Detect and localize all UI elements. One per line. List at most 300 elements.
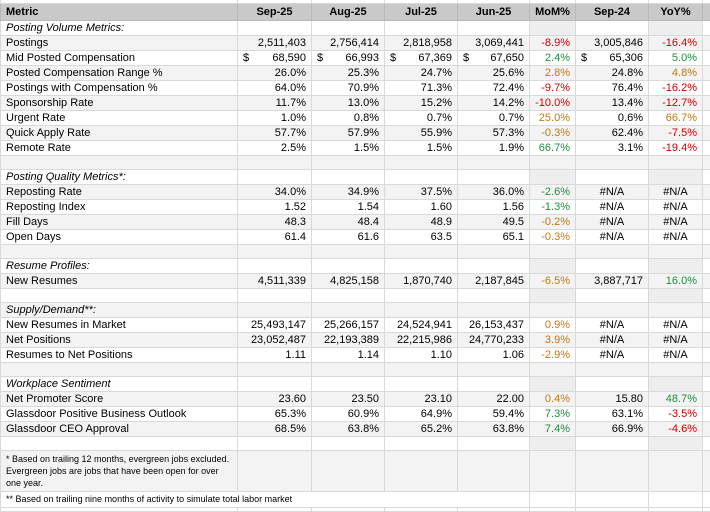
aug25-cell[interactable]: 13.0%	[312, 95, 385, 110]
sep25-cell[interactable]	[238, 258, 312, 273]
aug25-cell[interactable]: 1.14	[312, 347, 385, 362]
yoy-cell[interactable]	[649, 258, 703, 273]
jun25-cell[interactable]	[458, 169, 530, 184]
edge-cell	[703, 50, 710, 65]
aug25-cell[interactable]: 60.9%	[312, 406, 385, 421]
jun25-cell[interactable]: 14.2%	[458, 95, 530, 110]
mom-cell[interactable]: -0.2%	[530, 214, 576, 229]
jun25-cell[interactable]: 63.8%	[458, 421, 530, 436]
jul25-cell[interactable]	[385, 288, 458, 302]
jun25-cell[interactable]	[458, 258, 530, 273]
sep25-cell[interactable]: 23.60	[238, 391, 312, 406]
mom-cell[interactable]: -1.3%	[530, 199, 576, 214]
jun25-cell[interactable]	[458, 302, 530, 317]
aug25-cell[interactable]: 25.3%	[312, 65, 385, 80]
jul25-cell[interactable]: 64.9%	[385, 406, 458, 421]
table-row	[1, 110, 710, 125]
aug25-cell[interactable]	[312, 169, 385, 184]
jun25-cell[interactable]	[458, 155, 530, 169]
metric-cell[interactable]: Sponsorship Rate	[1, 95, 238, 110]
blank-row	[1, 244, 710, 258]
jul25-cell[interactable]	[385, 436, 458, 450]
sep24-cell[interactable]: #N/A	[576, 317, 649, 332]
jul25-cell[interactable]	[385, 169, 458, 184]
section-row	[1, 302, 710, 317]
sep24-cell[interactable]	[576, 50, 649, 65]
jun25-cell[interactable]: 2,187,845	[458, 273, 530, 288]
metric-cell[interactable]	[1, 362, 238, 376]
sep25-cell[interactable]	[238, 436, 312, 450]
sep24-cell[interactable]: 76.4%	[576, 80, 649, 95]
jul25-cell[interactable]	[385, 155, 458, 169]
jun25-cell[interactable]: 26,153,437	[458, 317, 530, 332]
mom-cell[interactable]: -8.9%	[530, 35, 576, 50]
sep24-cell[interactable]	[576, 244, 649, 258]
jul25-cell[interactable]: 63.5	[385, 229, 458, 244]
sep24-cell	[576, 450, 649, 491]
jul25-cell[interactable]: 1.5%	[385, 140, 458, 155]
jun25-cell[interactable]: 49.5	[458, 214, 530, 229]
sep24-cell[interactable]: #N/A	[576, 184, 649, 199]
aug25-cell[interactable]: 0.8%	[312, 110, 385, 125]
column-header-sep25[interactable]: Sep-25	[238, 3, 312, 20]
mom-cell[interactable]: -10.0%	[530, 95, 576, 110]
footnote-text[interactable]: ** Based on trailing nine months of activity to simulate total labor market	[1, 491, 530, 507]
mom-cell[interactable]	[530, 169, 576, 184]
jun25-cell[interactable]: 59.4%	[458, 406, 530, 421]
sep24-cell[interactable]: 3,005,846	[576, 35, 649, 50]
yoy-cell[interactable]	[649, 155, 703, 169]
metric-cell[interactable]: Open Days	[1, 229, 238, 244]
jul25-cell[interactable]: 71.3%	[385, 80, 458, 95]
sep25-cell[interactable]	[238, 50, 312, 65]
sep24-cell[interactable]: 63.1%	[576, 406, 649, 421]
column-header-jul25[interactable]: Jul-25	[385, 3, 458, 20]
aug25-cell[interactable]: 23.50	[312, 391, 385, 406]
jun25-cell[interactable]	[458, 436, 530, 450]
jul25-cell[interactable]: 24.7%	[385, 65, 458, 80]
sep25-cell[interactable]	[238, 288, 312, 302]
yoy-cell[interactable]: -16.4%	[649, 35, 703, 50]
bottom-partial-row	[1, 507, 710, 511]
jul25-cell[interactable]: 55.9%	[385, 125, 458, 140]
sep25-cell[interactable]: 65.3%	[238, 406, 312, 421]
aug25-cell[interactable]: 1.5%	[312, 140, 385, 155]
aug25-cell[interactable]: 22,193,389	[312, 332, 385, 347]
jun25-cell[interactable]: 57.3%	[458, 125, 530, 140]
metric-cell[interactable]: Fill Days	[1, 214, 238, 229]
mom-cell[interactable]	[530, 288, 576, 302]
metric-cell[interactable]: Glassdoor Positive Business Outlook	[1, 406, 238, 421]
jul25-cell[interactable]: 37.5%	[385, 184, 458, 199]
edge-cell	[703, 491, 710, 507]
sep25-cell[interactable]	[238, 376, 312, 391]
sep25-cell[interactable]: 23,052,487	[238, 332, 312, 347]
metric-cell[interactable]	[1, 436, 238, 450]
sep24-cell[interactable]: #N/A	[576, 332, 649, 347]
aug25-cell[interactable]	[312, 302, 385, 317]
metric-cell[interactable]: New Resumes in Market	[1, 317, 238, 332]
sep25-cell[interactable]	[238, 20, 312, 35]
blank-row	[1, 155, 710, 169]
mom-cell[interactable]: -2.6%	[530, 184, 576, 199]
aug25-cell[interactable]	[312, 258, 385, 273]
aug25-cell[interactable]	[312, 376, 385, 391]
metric-cell[interactable]: Reposting Rate	[1, 184, 238, 199]
column-header-yoy[interactable]: YoY%	[649, 3, 703, 20]
mom-cell[interactable]	[530, 436, 576, 450]
sep24-cell[interactable]	[576, 20, 649, 35]
yoy-cell[interactable]: 5.0%	[649, 50, 703, 65]
mom-cell[interactable]	[530, 244, 576, 258]
jun25-cell[interactable]	[458, 362, 530, 376]
yoy-cell[interactable]	[649, 302, 703, 317]
table-row	[1, 317, 710, 332]
edge-cell	[703, 125, 710, 140]
jun25-cell[interactable]	[458, 50, 530, 65]
sep24-cell[interactable]: 66.9%	[576, 421, 649, 436]
sep25-cell[interactable]: 26.0%	[238, 65, 312, 80]
grid-strip-cell	[649, 507, 703, 511]
sep25-cell[interactable]: 4,511,339	[238, 273, 312, 288]
mom-cell[interactable]: 3.9%	[530, 332, 576, 347]
mom-cell[interactable]: 66.7%	[530, 140, 576, 155]
edge-cell	[703, 95, 710, 110]
aug25-cell[interactable]: 63.8%	[312, 421, 385, 436]
yoy-cell[interactable]: 16.0%	[649, 273, 703, 288]
mom-cell[interactable]: 7.4%	[530, 421, 576, 436]
aug25-cell[interactable]: 25,266,157	[312, 317, 385, 332]
jul25-cell[interactable]: 24,524,941	[385, 317, 458, 332]
mom-cell[interactable]	[530, 258, 576, 273]
mom-cell[interactable]: -0.3%	[530, 125, 576, 140]
aug25-cell[interactable]	[312, 50, 385, 65]
jun25-cell[interactable]	[458, 288, 530, 302]
section-row	[1, 20, 710, 35]
yoy-cell[interactable]	[649, 376, 703, 391]
sep24-cell[interactable]	[576, 362, 649, 376]
aug25-cell[interactable]: 4,825,158	[312, 273, 385, 288]
sep24-cell[interactable]: #N/A	[576, 229, 649, 244]
table-row	[1, 184, 710, 199]
metric-cell[interactable]: Posting Quality Metrics*:	[1, 169, 238, 184]
jul25-cell[interactable]: 1.60	[385, 199, 458, 214]
column-header-sep24[interactable]: Sep-24	[576, 3, 649, 20]
jul25-cell[interactable]: 48.9	[385, 214, 458, 229]
yoy-cell[interactable]: #N/A	[649, 214, 703, 229]
yoy-cell	[649, 491, 703, 507]
jun25-cell[interactable]: 65.1	[458, 229, 530, 244]
aug25-cell[interactable]: 48.4	[312, 214, 385, 229]
metric-cell[interactable]: New Resumes	[1, 273, 238, 288]
metric-cell[interactable]: Resumes to Net Positions	[1, 347, 238, 362]
mom-cell[interactable]	[530, 302, 576, 317]
metric-cell[interactable]: Posting Volume Metrics:	[1, 20, 238, 35]
sep25-cell[interactable]: 2,511,403	[238, 35, 312, 50]
sep25-cell[interactable]	[238, 244, 312, 258]
mom-cell[interactable]: 2.4%	[530, 50, 576, 65]
sep25-cell[interactable]: 25,493,147	[238, 317, 312, 332]
grid-strip-cell	[703, 507, 710, 511]
aug25-cell[interactable]: 1.54	[312, 199, 385, 214]
jun25-cell[interactable]: 0.7%	[458, 110, 530, 125]
metric-cell[interactable]	[1, 288, 238, 302]
cell-value: 65,306	[609, 51, 643, 65]
cell-value: 68,590	[272, 51, 306, 65]
aug25-cell[interactable]: 57.9%	[312, 125, 385, 140]
currency-symbol: $	[317, 51, 323, 65]
sep24-cell[interactable]: 3.1%	[576, 140, 649, 155]
metric-cell[interactable]: Reposting Index	[1, 199, 238, 214]
table-row	[1, 140, 710, 155]
table-row	[1, 35, 710, 50]
sep24-cell[interactable]: 13.4%	[576, 95, 649, 110]
footnote-row	[1, 491, 710, 507]
edge-cell	[703, 362, 710, 376]
jul25-cell[interactable]: 22,215,986	[385, 332, 458, 347]
sep25-cell[interactable]	[238, 155, 312, 169]
mom-cell[interactable]: 7.3%	[530, 406, 576, 421]
sep24-cell[interactable]: #N/A	[576, 214, 649, 229]
edge-cell	[703, 391, 710, 406]
jun25-cell[interactable]: 1.06	[458, 347, 530, 362]
jul25-cell[interactable]: 2,818,958	[385, 35, 458, 50]
mom-cell[interactable]: -2.9%	[530, 347, 576, 362]
mom-cell	[530, 491, 576, 507]
sep24-cell[interactable]	[576, 288, 649, 302]
yoy-cell[interactable]: -16.2%	[649, 80, 703, 95]
column-header-edge	[703, 3, 710, 20]
sep24-cell[interactable]	[576, 258, 649, 273]
edge-cell	[703, 155, 710, 169]
mom-cell[interactable]: -0.3%	[530, 229, 576, 244]
blank-row	[1, 362, 710, 376]
aug25-cell[interactable]	[312, 244, 385, 258]
table-row	[1, 80, 710, 95]
metric-cell[interactable]	[1, 244, 238, 258]
mom-cell[interactable]: 2.8%	[530, 65, 576, 80]
yoy-cell[interactable]: -12.7%	[649, 95, 703, 110]
jun25-cell[interactable]: 3,069,441	[458, 35, 530, 50]
sep25-cell[interactable]: 1.11	[238, 347, 312, 362]
yoy-cell[interactable]: -4.6%	[649, 421, 703, 436]
grid-strip-cell	[576, 507, 649, 511]
aug25-cell[interactable]: 34.9%	[312, 184, 385, 199]
table-row	[1, 273, 710, 288]
aug25-cell[interactable]	[312, 362, 385, 376]
table-row	[1, 332, 710, 347]
cell-value: 67,369	[418, 51, 452, 65]
mom-cell[interactable]	[530, 155, 576, 169]
column-header-jun25[interactable]: Jun-25	[458, 3, 530, 20]
jun25-cell[interactable]	[458, 376, 530, 391]
jul25-cell[interactable]: 15.2%	[385, 95, 458, 110]
header-row	[1, 3, 710, 20]
sep25-cell[interactable]: 11.7%	[238, 95, 312, 110]
aug25-cell[interactable]: 61.6	[312, 229, 385, 244]
yoy-cell[interactable]: -3.5%	[649, 406, 703, 421]
sep24-cell[interactable]	[576, 169, 649, 184]
metric-cell[interactable]: Postings with Compensation %	[1, 80, 238, 95]
jul25-cell[interactable]	[385, 258, 458, 273]
yoy-cell[interactable]	[649, 288, 703, 302]
jun25-cell[interactable]: 1.56	[458, 199, 530, 214]
sep25-cell[interactable]: 1.52	[238, 199, 312, 214]
yoy-cell[interactable]: #N/A	[649, 332, 703, 347]
sep24-cell[interactable]: 15.80	[576, 391, 649, 406]
sep25-cell[interactable]: 57.7%	[238, 125, 312, 140]
mom-cell[interactable]: 0.4%	[530, 391, 576, 406]
jun25-cell[interactable]: 72.4%	[458, 80, 530, 95]
edge-cell	[703, 244, 710, 258]
edge-cell	[703, 214, 710, 229]
yoy-cell[interactable]	[649, 244, 703, 258]
mom-cell[interactable]	[530, 362, 576, 376]
edge-cell	[703, 376, 710, 391]
aug25-cell[interactable]: 70.9%	[312, 80, 385, 95]
sep24-cell[interactable]: #N/A	[576, 347, 649, 362]
jul25-cell[interactable]: 1.10	[385, 347, 458, 362]
yoy-cell[interactable]: -7.5%	[649, 125, 703, 140]
yoy-cell[interactable]: #N/A	[649, 317, 703, 332]
jul25-cell[interactable]	[385, 50, 458, 65]
edge-cell	[703, 169, 710, 184]
sep25-cell[interactable]: 1.0%	[238, 110, 312, 125]
column-header-metric[interactable]: Metric	[1, 3, 238, 20]
grid-strip-cell	[458, 507, 530, 511]
sep24-cell[interactable]: 3,887,717	[576, 273, 649, 288]
metric-cell[interactable]: Net Promoter Score	[1, 391, 238, 406]
yoy-cell[interactable]: 4.8%	[649, 65, 703, 80]
metric-cell[interactable]	[1, 155, 238, 169]
edge-cell	[703, 258, 710, 273]
metric-cell[interactable]: Glassdoor CEO Approval	[1, 421, 238, 436]
column-header-mom[interactable]: MoM%	[530, 3, 576, 20]
metric-cell[interactable]: Remote Rate	[1, 140, 238, 155]
grid-strip-cell	[1, 507, 238, 511]
sep25-cell[interactable]: 61.4	[238, 229, 312, 244]
sep24-cell[interactable]: #N/A	[576, 199, 649, 214]
sep24-cell[interactable]: 24.8%	[576, 65, 649, 80]
jul25-cell[interactable]: 0.7%	[385, 110, 458, 125]
mom-cell[interactable]: 25.0%	[530, 110, 576, 125]
edge-cell	[703, 406, 710, 421]
sep25-cell[interactable]	[238, 169, 312, 184]
section-row	[1, 376, 710, 391]
yoy-cell[interactable]: #N/A	[649, 229, 703, 244]
metric-cell[interactable]: Urgent Rate	[1, 110, 238, 125]
metric-cell[interactable]: Net Positions	[1, 332, 238, 347]
aug25-cell	[312, 450, 385, 491]
sep25-cell[interactable]: 64.0%	[238, 80, 312, 95]
blank-row	[1, 436, 710, 450]
table-row	[1, 65, 710, 80]
jun25-cell[interactable]: 24,770,233	[458, 332, 530, 347]
currency-symbol: $	[581, 51, 587, 65]
mom-cell[interactable]: -6.5%	[530, 273, 576, 288]
yoy-cell[interactable]: 48.7%	[649, 391, 703, 406]
metric-cell[interactable]: Quick Apply Rate	[1, 125, 238, 140]
jun25-cell[interactable]: 25.6%	[458, 65, 530, 80]
sep24-cell[interactable]: 0.6%	[576, 110, 649, 125]
jul25-cell[interactable]	[385, 302, 458, 317]
aug25-cell[interactable]	[312, 155, 385, 169]
jul25-cell[interactable]	[385, 362, 458, 376]
metric-cell[interactable]: Postings	[1, 35, 238, 50]
jun25-cell[interactable]: 1.9%	[458, 140, 530, 155]
table-row	[1, 391, 710, 406]
aug25-cell[interactable]	[312, 288, 385, 302]
metric-cell[interactable]: Posted Compensation Range %	[1, 65, 238, 80]
mom-cell[interactable]	[530, 376, 576, 391]
mom-cell[interactable]	[530, 20, 576, 35]
yoy-cell[interactable]	[649, 436, 703, 450]
mom-cell[interactable]: 0.9%	[530, 317, 576, 332]
sep24-cell[interactable]	[576, 376, 649, 391]
metric-cell[interactable]: Resume Profiles:	[1, 258, 238, 273]
yoy-cell[interactable]: #N/A	[649, 184, 703, 199]
sep25-cell[interactable]: 68.5%	[238, 421, 312, 436]
sep25-cell[interactable]: 48.3	[238, 214, 312, 229]
edge-cell	[703, 288, 710, 302]
yoy-cell[interactable]: 66.7%	[649, 110, 703, 125]
mom-cell	[530, 450, 576, 491]
jul25-cell[interactable]: 1,870,740	[385, 273, 458, 288]
jun25-cell[interactable]: 36.0%	[458, 184, 530, 199]
currency-symbol: $	[390, 51, 396, 65]
yoy-cell[interactable]	[649, 20, 703, 35]
metric-cell[interactable]: Supply/Demand**:	[1, 302, 238, 317]
sep25-cell[interactable]: 2.5%	[238, 140, 312, 155]
jul25-cell[interactable]: 23.10	[385, 391, 458, 406]
jun25-cell[interactable]	[458, 20, 530, 35]
jun25-cell[interactable]: 22.00	[458, 391, 530, 406]
jul25-cell[interactable]: 65.2%	[385, 421, 458, 436]
yoy-cell[interactable]	[649, 169, 703, 184]
aug25-cell[interactable]: 2,756,414	[312, 35, 385, 50]
column-header-aug25[interactable]: Aug-25	[312, 3, 385, 20]
metric-cell[interactable]: Mid Posted Compensation	[1, 50, 238, 65]
sep24-cell[interactable]	[576, 302, 649, 317]
footnote-row	[1, 450, 710, 491]
table-row	[1, 214, 710, 229]
yoy-cell[interactable]	[649, 362, 703, 376]
mom-cell[interactable]: -9.7%	[530, 80, 576, 95]
sep24-cell[interactable]	[576, 436, 649, 450]
cell-value: 66,993	[345, 51, 379, 65]
metric-cell[interactable]: Workplace Sentiment	[1, 376, 238, 391]
sep25-cell[interactable]	[238, 362, 312, 376]
sep24-cell[interactable]: 62.4%	[576, 125, 649, 140]
jul25-cell[interactable]	[385, 244, 458, 258]
sep24-cell[interactable]	[576, 155, 649, 169]
yoy-cell[interactable]: #N/A	[649, 347, 703, 362]
jul25-cell[interactable]	[385, 376, 458, 391]
jul25-cell[interactable]	[385, 20, 458, 35]
yoy-cell[interactable]: -19.4%	[649, 140, 703, 155]
aug25-cell[interactable]	[312, 20, 385, 35]
edge-cell	[703, 110, 710, 125]
sep25-cell[interactable]: 34.0%	[238, 184, 312, 199]
yoy-cell[interactable]: #N/A	[649, 199, 703, 214]
table-row	[1, 421, 710, 436]
aug25-cell[interactable]	[312, 436, 385, 450]
jun25-cell[interactable]	[458, 244, 530, 258]
sep25-cell[interactable]	[238, 302, 312, 317]
edge-cell	[703, 184, 710, 199]
grid-strip-cell	[385, 507, 458, 511]
footnote-text[interactable]: * Based on trailing 12 months, evergreen jobs excluded. Evergreen jobs are jobs that have been open for over one year.	[1, 450, 238, 491]
